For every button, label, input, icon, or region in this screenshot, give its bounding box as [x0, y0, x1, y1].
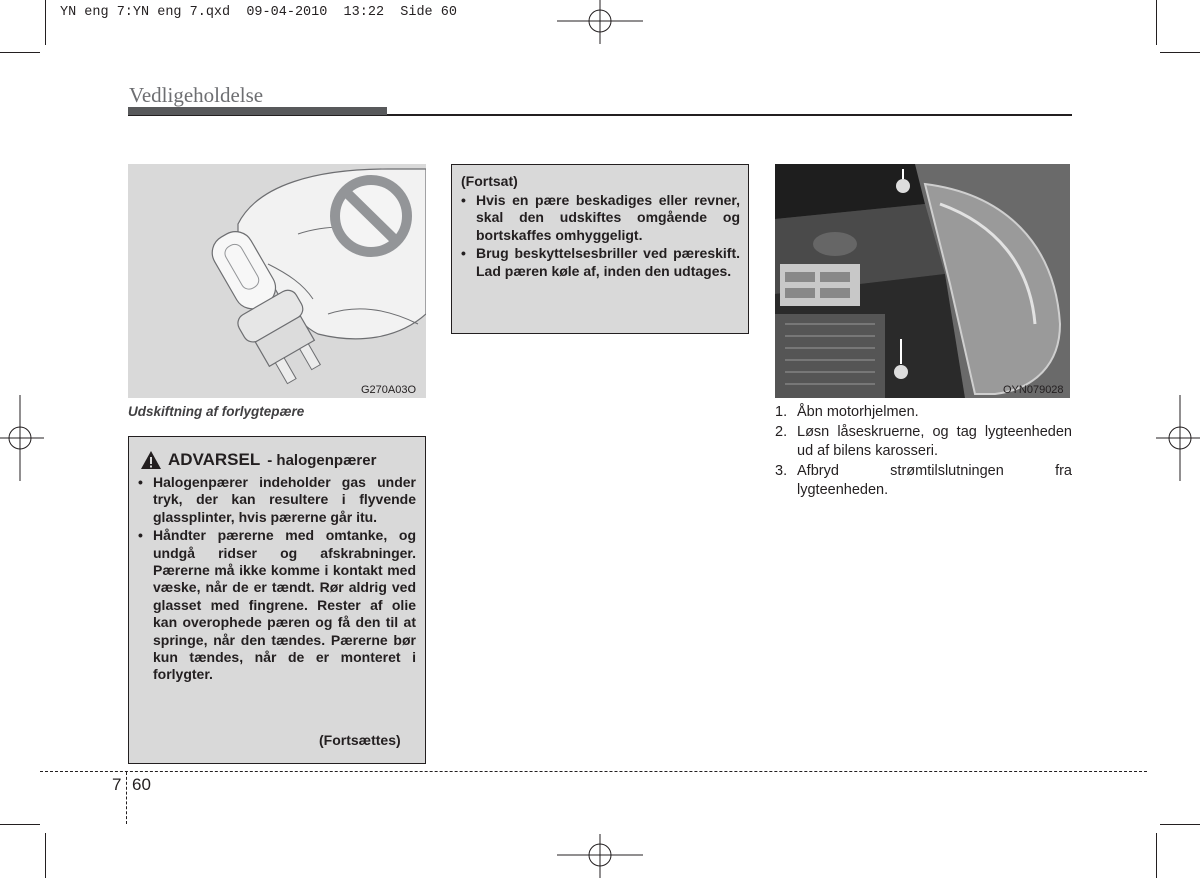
footer-rule: [40, 771, 1147, 772]
engine-bay-photo: [775, 164, 1070, 398]
registration-mark-top: [557, 0, 643, 44]
registration-mark-right: [1156, 395, 1200, 481]
footer-divider: [126, 772, 127, 824]
warning-list: [136, 474, 416, 685]
section-title: Vedligeholdelse: [129, 83, 264, 107]
warning-triangle-icon: [140, 450, 162, 470]
continued-heading: (Fortsat): [461, 173, 518, 189]
image-code-left: G270A03O: [361, 384, 417, 396]
step-number: 1.: [775, 404, 788, 420]
hand-holding-bulb-icon: [128, 164, 426, 398]
crop-mark: [1160, 824, 1200, 825]
continued-list: [459, 192, 740, 281]
warning-title: ADVARSEL: [168, 450, 261, 469]
crop-mark: [0, 52, 40, 53]
engine-bay-photo-icon: [775, 164, 1070, 398]
crop-mark: [1156, 833, 1157, 878]
print-header: YN eng 7:YN eng 7.qxd 09-04-2010 13:22 Side 60: [60, 5, 457, 20]
registration-mark-left: [0, 395, 44, 481]
header-rule-accent: [128, 107, 387, 115]
warning-heading: [140, 450, 376, 470]
step-item: [775, 462, 1072, 501]
crop-mark: [45, 0, 46, 45]
warning-subtitle: - halogenpærer: [267, 451, 377, 469]
step-text: Åbn motorhjelmen.: [797, 404, 919, 420]
step-item: [775, 423, 1072, 462]
bulb-illustration: [128, 164, 426, 398]
figure-caption: Udskiftning af forlygtepære: [128, 404, 305, 419]
crop-mark: [0, 824, 40, 825]
warning-continues: (Fortsættes): [319, 732, 401, 748]
continued-item: • Brug beskyttelsesbriller ved pæreskift. Lad pæren køle af, inden den udtages.: [459, 245, 740, 280]
warning-item: • Håndter pærerne med omtanke, og undgå ridser og afskrabninger. Pærerne må ikke komme i kontakt med væske, når de er tændt. Rør aldrig ved glasset med fingrene. Rester af olie kan overophede pæren og få den til at springe, når den tændes. Pærerne bør kun tændes, når de er monteret i forlygter.: [136, 527, 416, 684]
step-text: Løsn låseskruerne, og tag lygteenheden ud af bilens karosseri.: [797, 423, 1072, 459]
crop-mark: [1160, 52, 1200, 53]
steps-list: [775, 403, 1072, 501]
warning-item: • Halogenpærer indeholder gas under tryk, der kan resultere i flyvende glassplinter, hvis pærerne går itu.: [136, 474, 416, 526]
image-code-right: OYN079028: [1003, 384, 1064, 396]
crop-mark: [45, 833, 46, 878]
step-item: [775, 403, 1072, 423]
chapter-number: 7: [112, 775, 122, 794]
step-number: 2.: [775, 423, 788, 440]
step-text: Afbryd strømtilslutningen fra lygteenheden.: [797, 462, 1072, 498]
crop-mark: [1156, 0, 1157, 45]
continued-item: • Hvis en pære beskadiges eller revner, skal den udskiftes omgående og bortskaffes omhyggeligt.: [459, 192, 740, 244]
step-number: 3.: [775, 462, 788, 479]
registration-mark-bottom: [557, 834, 643, 878]
page-number: 60: [132, 775, 151, 794]
